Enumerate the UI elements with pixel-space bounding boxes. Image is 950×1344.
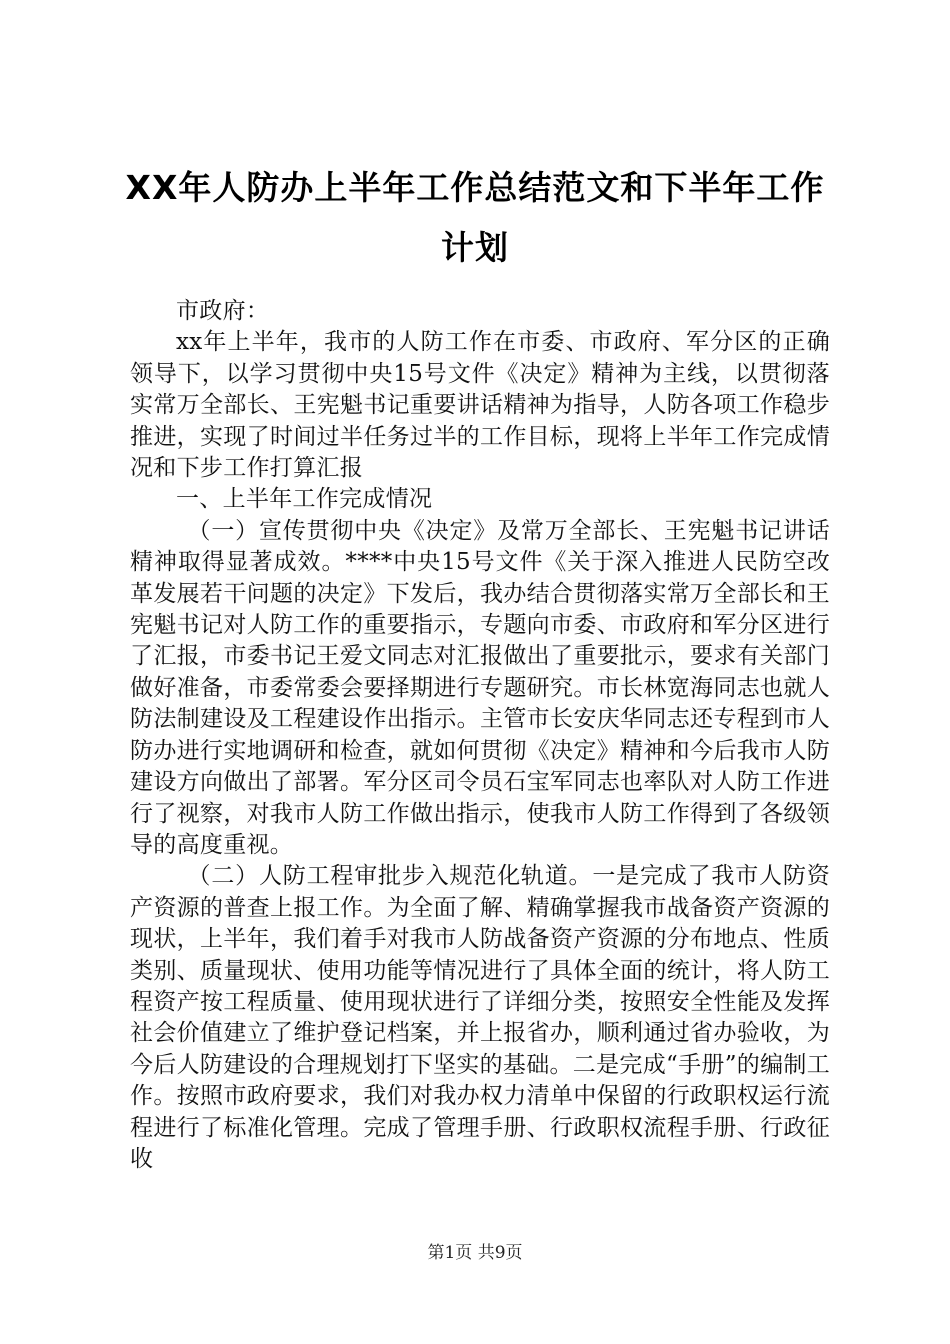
paragraph-item-1: （一）宣传贯彻中央《决定》及常万全部长、王宪魁书记讲话精神取得显著成效。****中央15号文件《关于深入推进人民防空改革发展若干问题的决定》下发后，我办结合贯彻落实常万全部长和王宪魁书记对人防工作的重要指示，专题向市委、市政府和军分区进行了汇报，市委书记王爱文同志对汇报做出了重要批示，要求有关部门做好准备，市委常委会要择期进行专题研究。市长林宽海同志也就人防法制建设及工程建设作出指示。主管市长安庆华同志还专程到市人防办进行实地调研和检查，就如何贯彻《决定》精神和今后我市人防建设方向做出了部署。军分区司令员石宝军同志也率队对人防工作进行了视察，对我市人防工作做出指示，使我市人防工作得到了各级领导的高度重视。 [130,517,830,858]
section-heading: 一、上半年工作完成情况 [176,486,433,513]
salutation: 市政府： [176,298,270,324]
paragraph-item-2: （二）人防工程审批步入规范化轨道。一是完成了我市人防资产资源的普查上报工作。为全面了解、精确掌握我市战备资产资源的现状，上半年，我们着手对我市人防战备资产资源的分布地点、性质类别、质量现状、使用功能等情况进行了具体全面的统计，将人防工程资产按工程质量、使用现状进行了详细分类，按照安全性能及发挥社会价值建立了维护登记档案，并上报省办，顺利通过省办验收，为今后人防建设的合理规划打下坚实的基础。二是完成“手册”的编制工作。按照市政府要求，我们对我办权力清单中保留的行政职权运行流程进行了标准化管理。完成了管理手册、行政职权流程手册、行政征收 [130,863,830,1172]
document-title: XX年人防办上半年工作总结范文和下半年工作计划 [125,168,825,267]
document-body [130,296,830,1175]
page-indicator: 第1页 共9页 [427,1243,523,1263]
paragraph-intro: xx年上半年，我市的人防工作在市委、市政府、军分区的正确领导下，以学习贯彻中央15号文件《决定》精神为主线，以贯彻落实常万全部长、王宪魁书记重要讲话精神为指导，人防各项工作稳步推进，实现了时间过半任务过半的工作目标，现将上半年工作完成情况和下步工作打算汇报 [130,329,830,482]
